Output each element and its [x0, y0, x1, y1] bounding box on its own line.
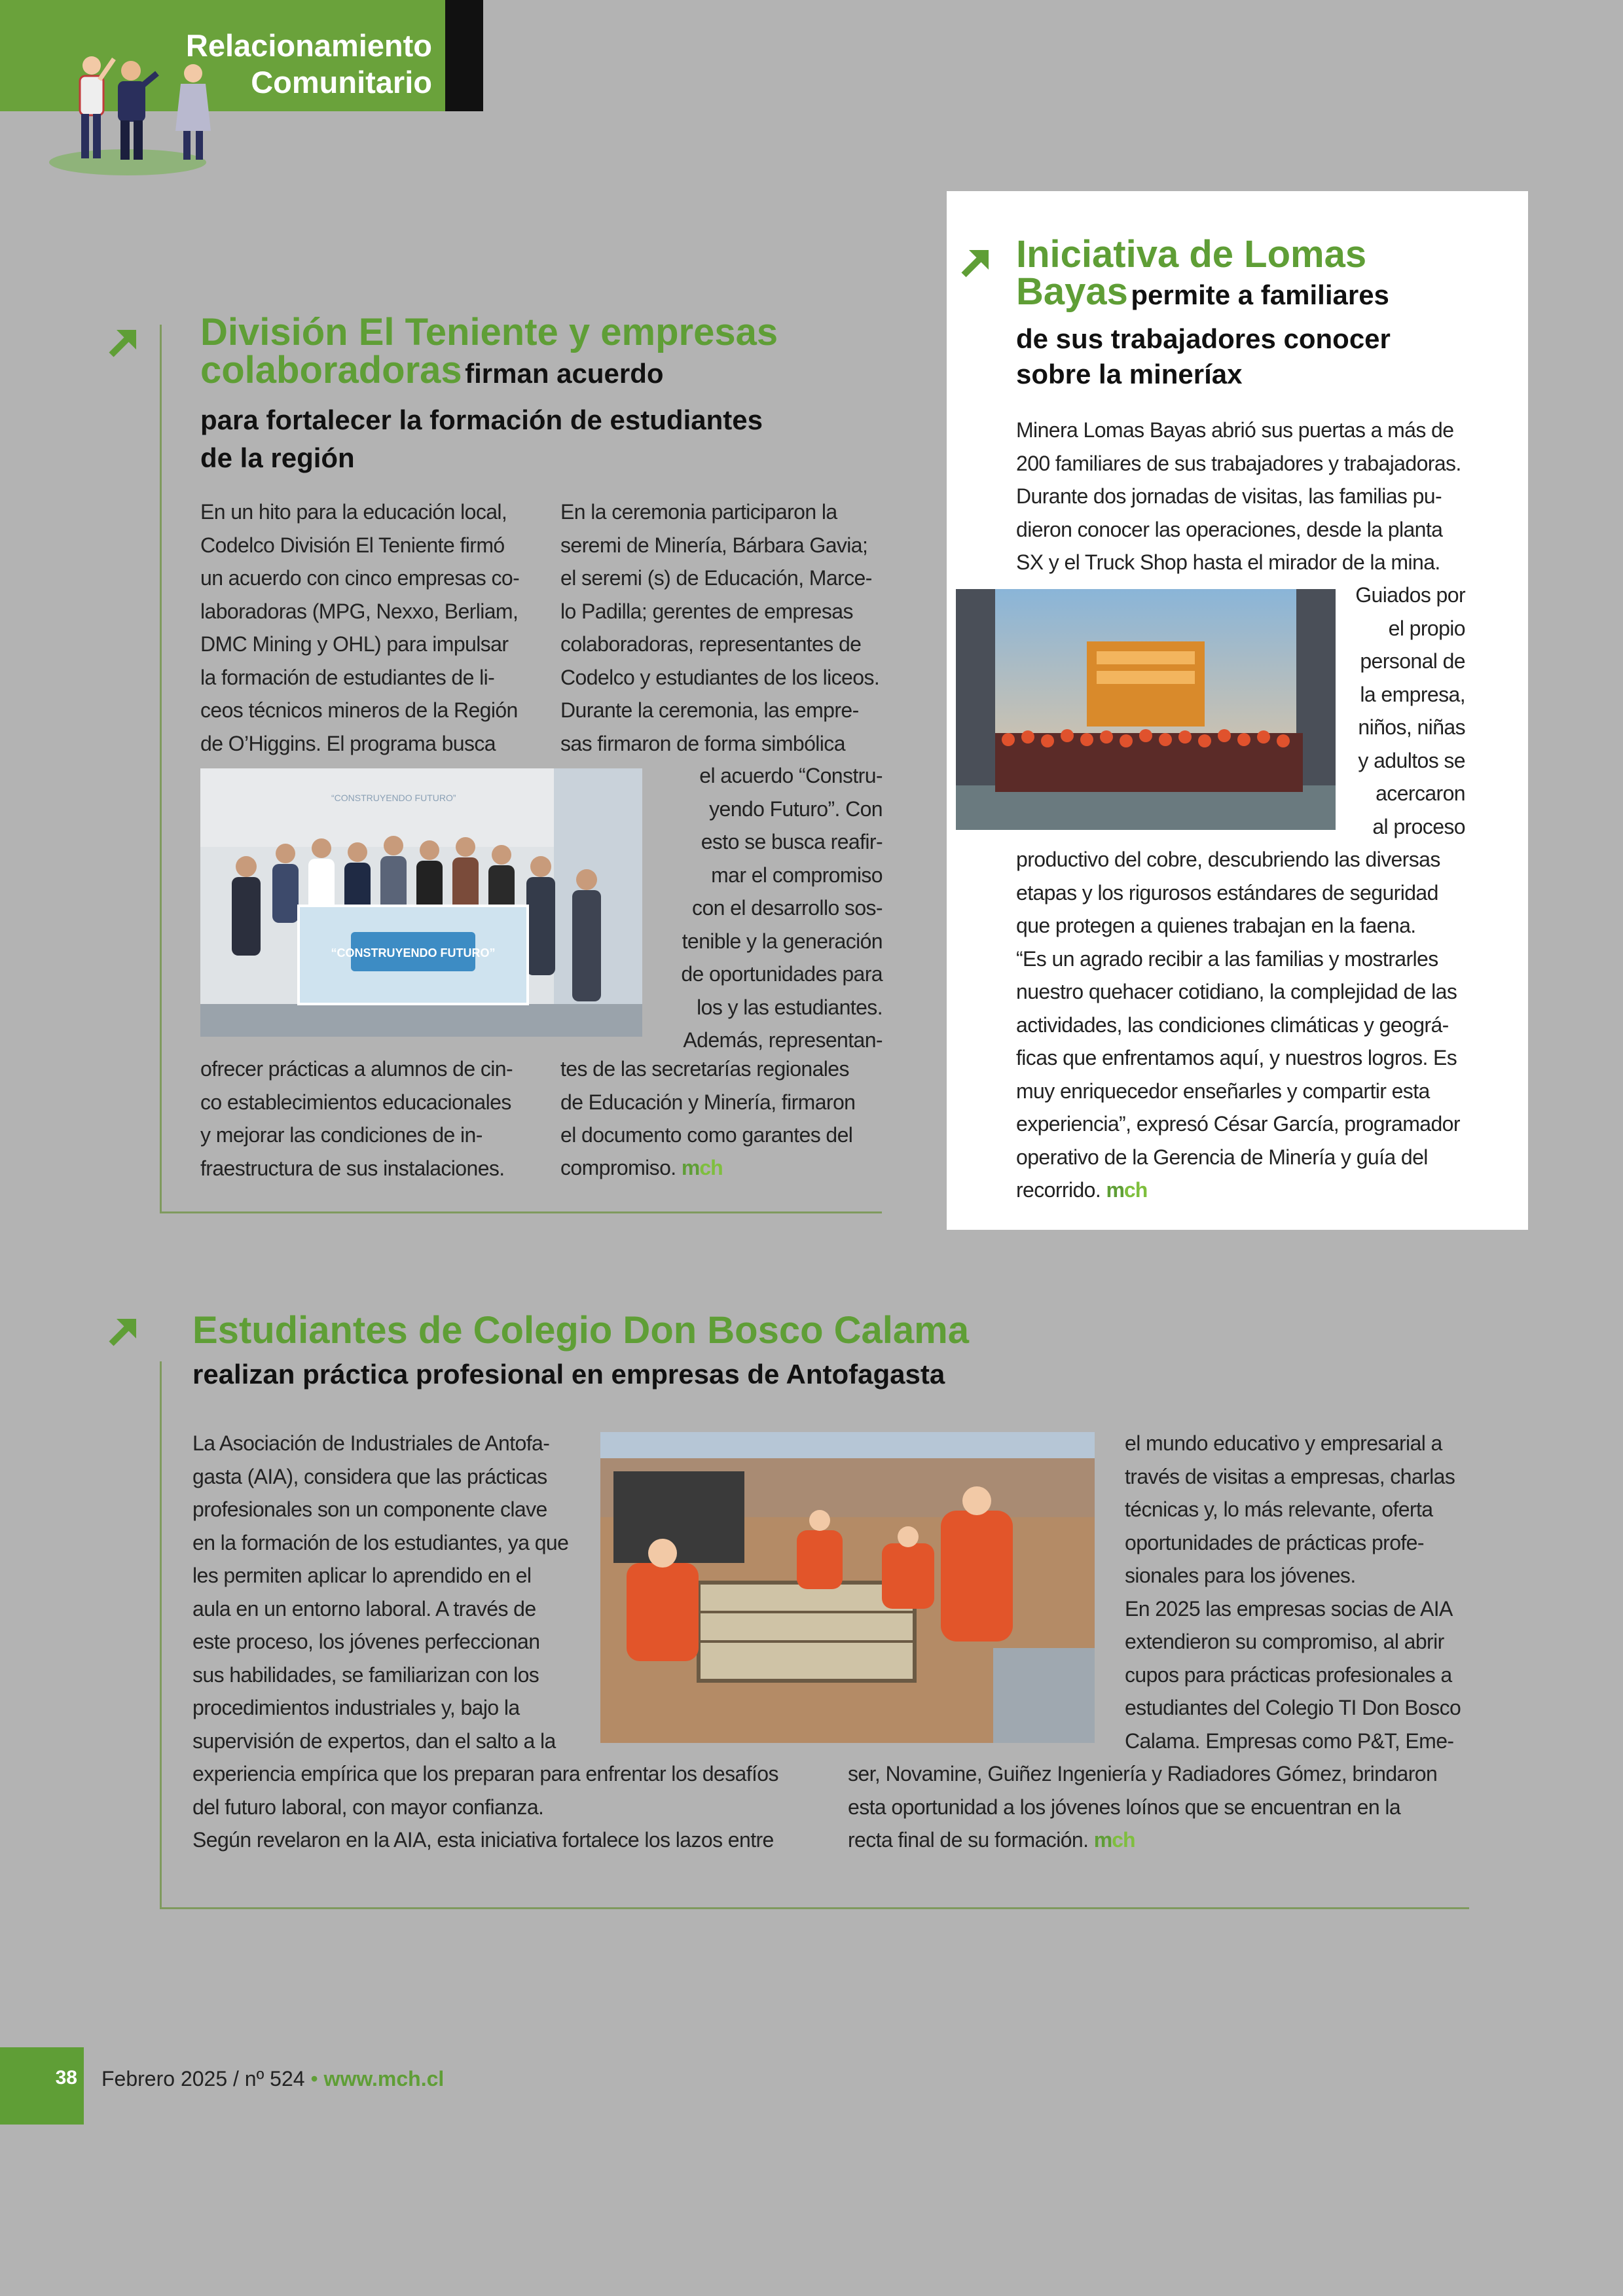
arrow-up-right-icon — [105, 322, 144, 361]
article3-photo — [600, 1432, 1095, 1743]
body-line: en la formación de los estudiantes, ya que — [192, 1530, 569, 1554]
body-line: los y las estudiantes. — [697, 995, 883, 1019]
body-line: Durante la ceremonia, las empre- — [560, 698, 859, 722]
body-line: este proceso, los jóvenes perfeccionan — [192, 1630, 540, 1653]
page-number: 38 — [55, 2067, 77, 2089]
article3-title-black: realizan práctica profesional en empresas de Antofagasta — [192, 1359, 945, 1390]
body-line: les permiten aplicar lo aprendido en el — [192, 1564, 532, 1587]
body-line: de O’Higgins. El programa busca — [200, 731, 496, 755]
body-line: operativo de la Gerencia de Minería y guía del — [1016, 1145, 1428, 1169]
body-line: ficas que enfrentamos aquí, y nuestros logros. Es — [1016, 1046, 1457, 1069]
body-line: el propio — [1388, 616, 1465, 640]
body-line: fraestructura de sus instalaciones. — [200, 1156, 505, 1180]
body-line: de oportunidades para — [681, 962, 883, 986]
body-line: esta oportunidad a los jóvenes loínos que se encuentran en la — [848, 1795, 1401, 1819]
body-line: co establecimientos educacionales — [200, 1090, 511, 1114]
body-line: muy enriquecedor enseñarles y compartir esta — [1016, 1079, 1430, 1103]
article2-title-green-1: Iniciativa de Lomas — [1016, 233, 1367, 276]
body-line: extendieron su compromiso, al abrir — [1125, 1630, 1444, 1653]
body-line: yendo Futuro”. Con — [709, 797, 883, 821]
body-line: que protegen a quienes trabajan en la faena. — [1016, 914, 1416, 937]
article2-title-black-2: de sus trabajadores conocer — [1016, 323, 1391, 354]
article2-last-line — [1016, 1174, 1465, 1207]
arrow-up-right-icon — [957, 242, 996, 281]
body-line: Codelco División El Teniente firmó — [200, 533, 505, 557]
body-line: Según revelaron en la AIA, esta iniciativa fortalece los lazos entre — [192, 1828, 774, 1852]
body-line: técnicas y, lo más relevante, oferta — [1125, 1498, 1433, 1521]
article3-last-text: recta final de su formación. — [848, 1828, 1089, 1852]
article1-column2-after — [560, 1052, 881, 1152]
photo-banner-text: “CONSTRUYENDO FUTURO” — [331, 946, 496, 960]
article1-title-green-2: colaboradoras — [200, 349, 462, 391]
body-line: aula en un entorno laboral. A través de — [192, 1596, 536, 1621]
body-line: profesionales son un componente clave — [192, 1498, 547, 1521]
article3-left-after — [192, 1757, 821, 1857]
article2-text-wrap — [1349, 579, 1465, 843]
body-line: experiencia empírica que los preparan para enfrentar los desafíos — [192, 1762, 778, 1785]
body-line: sus habilidades, se familiarizan con los — [192, 1662, 539, 1687]
body-line: gasta (AIA), considera que las prácticas — [192, 1464, 547, 1488]
article1-title-black-2: para fortalecer la formación de estudiantes — [200, 404, 763, 435]
body-line: “Es un agrado recibir a las familias y mostrarles — [1016, 946, 1438, 971]
mch-logo: mch — [1106, 1178, 1148, 1202]
article1-column2-wrap — [655, 759, 883, 1057]
article2-text-bottom — [1016, 843, 1465, 1174]
article3-frame-left — [160, 1361, 162, 1909]
body-line: Calama. Empresas como P&T, Eme- — [1125, 1729, 1454, 1753]
section-title-line1: Relacionamiento — [185, 28, 432, 63]
body-line: tenible y la generación — [682, 929, 883, 953]
body-line: En un hito para la educación local, — [200, 500, 507, 524]
people-illustration — [26, 39, 236, 180]
section-header-accent — [445, 0, 483, 111]
photo-wall-text: “CONSTRUYENDO FUTURO” — [331, 793, 456, 803]
section-title-line2: Comunitario — [251, 65, 432, 99]
article1-frame-left — [160, 325, 162, 1213]
article3-right-after — [848, 1757, 1467, 1823]
body-line: supervisión de expertos, dan el salto a la — [192, 1729, 556, 1753]
body-line: Durante dos jornadas de visitas, las familias pu- — [1016, 484, 1442, 508]
body-line: ofrecer prácticas a alumnos de cin- — [200, 1057, 513, 1081]
article3-right-column — [1125, 1427, 1465, 1757]
body-line: través de visitas a empresas, charlas — [1125, 1464, 1455, 1488]
article1-frame-bottom — [160, 1211, 882, 1213]
body-line: mar el compromiso — [711, 863, 883, 887]
footer-url-link[interactable]: www.mch.cl — [323, 2067, 445, 2090]
body-line: Codelco y estudiantes de los liceos. — [560, 665, 880, 689]
article1-title-green-1: División El Teniente y empresas — [200, 311, 778, 353]
body-line: el mundo educativo y empresarial a — [1125, 1431, 1442, 1455]
body-line: En 2025 las empresas socias de AIA — [1125, 1596, 1453, 1621]
article1-last-line — [560, 1151, 881, 1185]
article1-photo — [200, 768, 642, 1037]
body-line: tes de las secretarías regionales — [560, 1057, 849, 1081]
body-line: al proceso — [1372, 814, 1465, 838]
body-line: DMC Mining y OHL) para impulsar — [200, 632, 509, 656]
body-line: Minera Lomas Bayas abrió sus puertas a más de — [1016, 418, 1454, 442]
body-line: SX y el Truck Shop hasta el mirador de la mina. — [1016, 550, 1440, 574]
body-line: En la ceremonia participaron la — [560, 500, 837, 524]
article3-frame-bottom — [160, 1907, 1469, 1909]
body-line: esto se busca reafir- — [701, 830, 883, 853]
body-line: seremi de Minería, Bárbara Gavia; — [560, 533, 868, 557]
article2-last-text: recorrido. — [1016, 1178, 1101, 1202]
article2-title-black-3: sobre la mineríax — [1016, 359, 1243, 389]
body-line: con el desarrollo sos- — [692, 896, 883, 920]
body-line: un acuerdo con cinco empresas co- — [200, 566, 520, 590]
body-line: acercaron — [1376, 781, 1465, 805]
footer-issue — [101, 2067, 444, 2091]
mch-logo: mch — [1093, 1828, 1135, 1852]
body-line: La Asociación de Industriales de Antofa- — [192, 1431, 550, 1455]
body-line: experiencia”, expresó César García, programador — [1016, 1112, 1460, 1136]
body-line: productivo del cobre, descubriendo las diversas — [1016, 848, 1440, 871]
body-line: procedimientos industriales y, bajo la — [192, 1696, 520, 1719]
footer-bullet: • — [310, 2067, 318, 2090]
body-line: niños, niñas — [1358, 715, 1465, 739]
article2-title-black-1: permite a familiares — [1131, 279, 1389, 310]
article1-title-black-3: de la región — [200, 442, 355, 473]
article3-last-line — [848, 1823, 1467, 1857]
body-line: Además, representan- — [683, 1028, 883, 1052]
body-line: estudiantes del Colegio TI Don Bosco — [1125, 1696, 1461, 1719]
body-line: y mejorar las condiciones de in- — [200, 1123, 483, 1147]
article1-column2 — [560, 495, 881, 760]
article1-title — [200, 311, 888, 477]
body-line: sionales para los jóvenes. — [1125, 1564, 1356, 1587]
body-line: la formación de estudiantes de li- — [200, 665, 495, 689]
article1-column1-after — [200, 1052, 528, 1185]
body-line: el acuerdo “Constru- — [699, 764, 883, 787]
arrow-up-right-icon — [105, 1311, 144, 1350]
body-line: la empresa, — [1360, 682, 1465, 706]
body-line: el documento como garantes del — [560, 1123, 853, 1147]
body-line: 200 familiares de sus trabajadores y trabajadoras. — [1016, 451, 1461, 475]
body-line: Guiados por — [1355, 583, 1465, 607]
footer-issue-text: Febrero 2025 / nº 524 — [101, 2067, 305, 2090]
body-line: ceos técnicos mineros de la Región — [200, 698, 518, 722]
body-line: dieron conocer las operaciones, desde la planta — [1016, 517, 1443, 541]
mch-logo: mch — [681, 1156, 723, 1179]
body-line: actividades, las condiciones climáticas y geográ- — [1016, 1013, 1449, 1037]
body-line: oportunidades de prácticas profe- — [1125, 1530, 1424, 1554]
article1-column1 — [200, 495, 528, 760]
body-line: etapas y los rigurosos estándares de seguridad — [1016, 880, 1438, 905]
body-line: el seremi (s) de Educación, Marce- — [560, 566, 872, 590]
article2-title — [1016, 233, 1514, 392]
article3-title-green: Estudiantes de Colegio Don Bosco Calama — [192, 1309, 969, 1352]
article2-photo — [956, 589, 1336, 830]
article1-title-black-1: firman acuerdo — [465, 358, 664, 389]
body-line: del futuro laboral, con mayor confianza. — [192, 1795, 544, 1819]
body-line: laboradoras (MPG, Nexxo, Berliam, — [200, 599, 519, 623]
body-line: nuestro quehacer cotidiano, la complejidad de las — [1016, 980, 1457, 1003]
body-line: de Educación y Minería, firmaron — [560, 1090, 856, 1114]
body-line: personal de — [1360, 649, 1465, 673]
body-line: cupos para prácticas profesionales a — [1125, 1662, 1452, 1687]
article3-left-column — [192, 1427, 572, 1757]
body-line: colaboradoras, representantes de — [560, 632, 862, 656]
body-line: lo Padilla; gerentes de empresas — [560, 599, 853, 623]
article2-text-top — [1016, 414, 1465, 579]
article2-title-green-2: Bayas — [1016, 270, 1128, 313]
body-line: ser, Novamine, Guiñez Ingeniería y Radiadores Gómez, brindaron — [848, 1762, 1438, 1785]
body-line: sas firmaron de forma simbólica — [560, 731, 845, 755]
article1-last-text: compromiso. — [560, 1156, 676, 1179]
body-line: y adultos se — [1358, 748, 1465, 772]
